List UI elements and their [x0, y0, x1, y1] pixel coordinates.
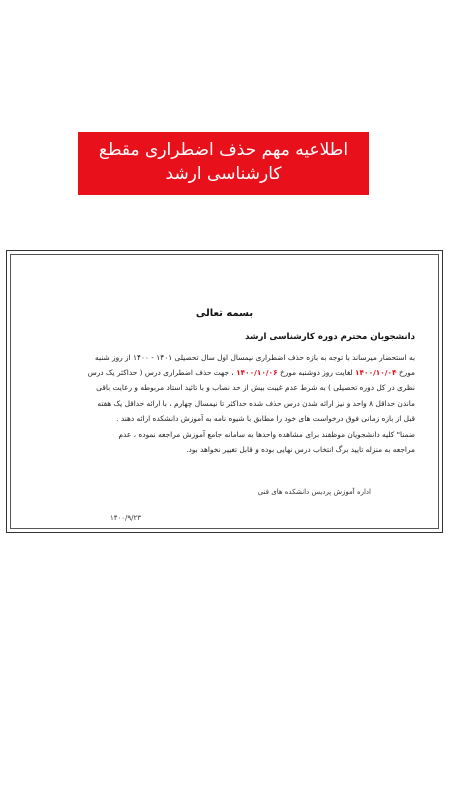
announcement-banner	[78, 132, 369, 195]
banner-title-line-2: کارشناسی ارشد	[165, 164, 282, 184]
start-date: ۱۴۰۰/۱۰/۰۴	[355, 368, 397, 377]
end-date: ۱۴۰۰/۱۰/۰۶	[236, 368, 278, 377]
addressee-heading: دانشجویان محترم دوره کارشناسی ارشد	[245, 332, 415, 342]
body-line-2-prefix: مورخ	[396, 368, 415, 377]
salutation: بسمه تعالی	[195, 308, 254, 319]
body-line-3: نظری در کل دوره تحصیلی ) به شرط عدم غیبت بیش از حد نصاب و با تائید استاد مربوطه و رعایت باقی	[96, 383, 415, 392]
signature-office: اداره آموزش پردیس دانشکده های فنی	[257, 488, 371, 496]
body-line-1: به استحضار میرساند با توجه به بازه حذف اضطراری نیمسال اول سال تحصیلی ۱۴۰۱ - ۱۴۰۰ از روز شنبه	[95, 353, 415, 362]
body-line-2	[88, 367, 415, 378]
body-line-2-tail: ، جهت حذف اضطراری درس ( حداکثر یک درس	[87, 368, 237, 377]
body-line-2-middle: لغایت روز دوشنبه مورخ	[277, 368, 356, 377]
signature-date: ۱۴۰۰/۹/۲۳	[109, 514, 141, 522]
body-line-4: ماندن حداقل ۸ واحد و نیز ارائه شدن درس حذف شده حداکثر تا نیمسال چهارم ، با ارائه حداقل یک هفته	[97, 399, 415, 408]
body-line-5: قبل از بازه زمانی فوق درخواست های خود را مطابق با شیوه نامه به آموزش دانشکده ارائه دهند .	[116, 414, 415, 423]
body-line-7: مراجعه به منزله تایید برگ انتخاب درس نهایی بوده و قابل تغییر نخواهد بود.	[186, 445, 415, 454]
banner-title-line-1: اطلاعیه مهم حذف اضطراری مقطع	[98, 140, 349, 160]
body-line-6: ضمنا" کلیه دانشجویان موظفند برای مشاهده واحدها به سامانه جامع آموزش مراجعه نموده ، عدم	[118, 430, 415, 439]
